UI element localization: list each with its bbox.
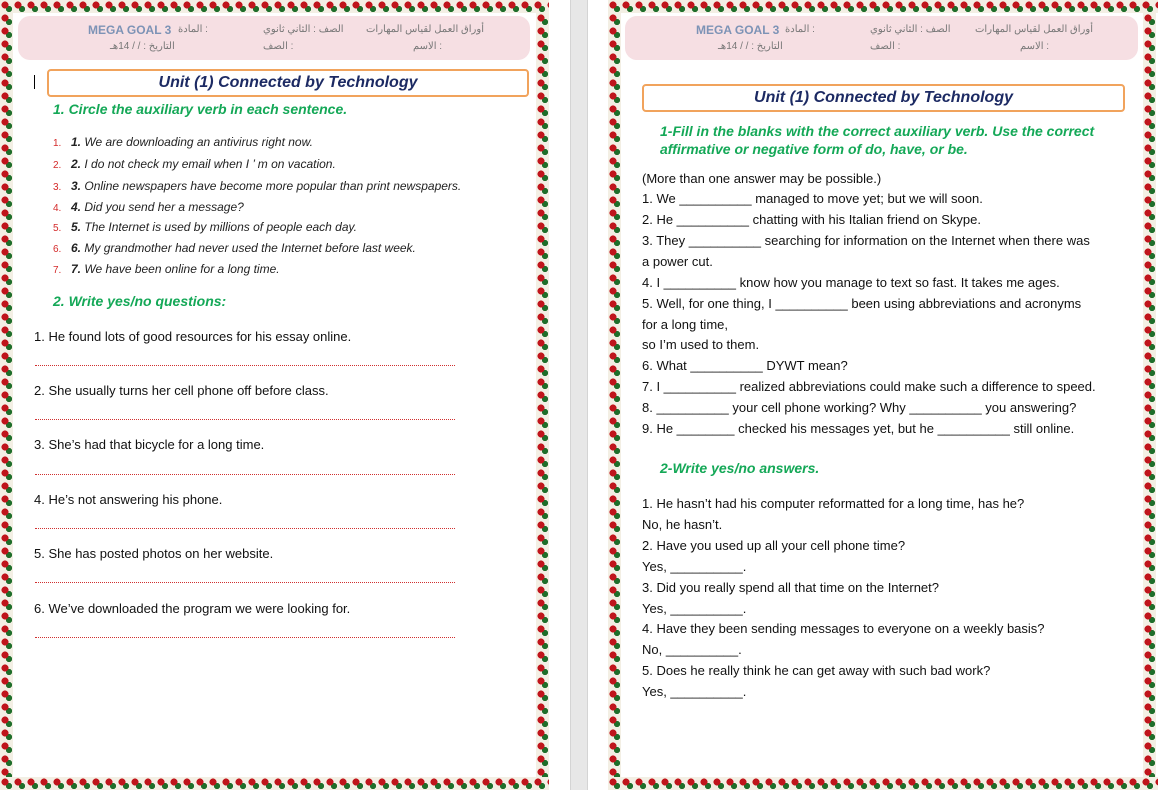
question-item: 3. She’s had that bicycle for a long time.: [34, 437, 265, 452]
bottom-border-decoration: [0, 777, 549, 790]
exercise-line: 6. What __________ DYWT mean?: [642, 358, 848, 373]
list-item: 7. 7. We have been online for a long time.: [53, 262, 280, 276]
header-subject: المادة :: [785, 24, 815, 35]
exercise-line: 5. Well, for one thing, I __________ been using abbreviations and acronyms: [642, 296, 1082, 311]
page-gap: [558, 0, 608, 790]
header-subject: المادة :: [178, 24, 208, 35]
unit-title: Unit (1) Connected by Technology: [47, 69, 529, 97]
text-cursor: [34, 75, 35, 89]
answer-line: 3. Did you really spend all that time on the Internet?: [642, 580, 940, 595]
exercise-1-title-line-1: 1-Fill in the blanks with the correct auxiliary verb. Use the correct: [660, 123, 1095, 139]
answer-line: [35, 582, 455, 583]
exercise-line: 7. I __________ realized abbreviations could make such a difference to speed.: [642, 379, 1096, 394]
header-course: MEGA GOAL 3: [88, 23, 172, 37]
answer-line: [35, 419, 455, 420]
header-title: أوراق العمل لقياس المهارات: [975, 24, 1093, 35]
question-item: 4. He’s not answering his phone.: [34, 492, 223, 507]
right-border-decoration: [536, 0, 549, 790]
answer-line: [35, 474, 455, 475]
answer-line: Yes, __________.: [642, 559, 747, 574]
exercise-2-title: 2. Write yes/no questions:: [53, 293, 227, 309]
exercise-line: 3. They __________ searching for information on the Internet when there was: [642, 233, 1090, 248]
question-item: 2. She usually turns her cell phone off before class.: [34, 383, 329, 398]
list-item: 1. 1. We are downloading an antivirus right now.: [53, 135, 313, 149]
list-item: 2. 2. I do not check my email when I ’ m on vacation.: [53, 157, 336, 171]
left-border-decoration: [608, 0, 621, 790]
exercise-line: 2. He __________ chatting with his Italian friend on Skype.: [642, 212, 981, 227]
answer-line: [35, 637, 455, 638]
header-title: أوراق العمل لقياس المهارات: [366, 24, 484, 35]
question-item: 1. He found lots of good resources for his essay online.: [34, 329, 352, 344]
list-item: 3. 3. Online newspapers have become more popular than print newspapers.: [53, 179, 462, 193]
worksheet-header: [625, 16, 1138, 60]
list-item: 5. 5. The Internet is used by millions of people each day.: [53, 220, 357, 234]
exercise-line: 4. I __________ know how you manage to text so fast. It takes me ages.: [642, 275, 1060, 290]
right-page: [608, 0, 1158, 790]
header-date: التاريخ : / / 14هـ: [110, 41, 175, 52]
exercise-line: 1. We __________ managed to move yet; but we will soon.: [642, 191, 983, 206]
header-grade: الصف : الثاني ثانوي: [263, 24, 344, 35]
exercise-line: 8. __________ your cell phone working? Why __________ you answering?: [642, 400, 1077, 415]
exercise-line: for a long time,: [642, 317, 728, 332]
list-item: 4. 4. Did you send her a message?: [53, 200, 244, 214]
header-class: الصف :: [263, 41, 294, 52]
left-page: [0, 0, 558, 790]
answer-line: 1. He hasn’t had his computer reformatted for a long time, has he?: [642, 496, 1025, 511]
answer-line: Yes, __________.: [642, 601, 747, 616]
answer-line: 4. Have they been sending messages to everyone on a weekly basis?: [642, 621, 1045, 636]
exercise-line: so I’m used to them.: [642, 337, 760, 352]
list-item: 6. 6. My grandmother had never used the Internet before last week.: [53, 241, 416, 255]
answer-line: 2. Have you used up all your cell phone time?: [642, 538, 906, 553]
header-name: الاسم :: [413, 41, 443, 52]
question-item: 6. We’ve downloaded the program we were looking for.: [34, 601, 351, 616]
exercise-1-title: 1. Circle the auxiliary verb in each sentence.: [53, 101, 348, 117]
unit-title: Unit (1) Connected by Technology: [642, 84, 1125, 112]
answer-line: Yes, __________.: [642, 684, 747, 699]
exercise-line: (More than one answer may be possible.): [642, 171, 882, 186]
answer-line: No, he hasn’t.: [642, 517, 723, 532]
answer-line: 5. Does he really think he can get away with such bad work?: [642, 663, 991, 678]
answer-line: No, __________.: [642, 642, 742, 657]
answer-line: [35, 528, 455, 529]
question-item: 5. She has posted photos on her website.: [34, 546, 274, 561]
header-name: الاسم :: [1020, 41, 1050, 52]
right-border-decoration: [1143, 0, 1156, 790]
exercise-line: 9. He ________ checked his messages yet, but he __________ still online.: [642, 421, 1075, 436]
header-class: الصف :: [870, 41, 901, 52]
answer-line: [35, 365, 455, 366]
document-scrollbar[interactable]: [570, 0, 588, 790]
exercise-1-title-line-2: affirmative or negative form of do, have, or be.: [660, 141, 968, 157]
top-border-decoration: [0, 0, 549, 13]
header-date: التاريخ : / / 14هـ: [718, 41, 783, 52]
bottom-border-decoration: [608, 777, 1158, 790]
exercise-2-title: 2-Write yes/no answers.: [660, 460, 820, 476]
top-border-decoration: [608, 0, 1158, 13]
left-border-decoration: [0, 0, 13, 790]
header-grade: الصف : الثاني ثانوي: [870, 24, 951, 35]
exercise-line: a power cut.: [642, 254, 713, 269]
worksheet-header: [18, 16, 530, 60]
header-course: MEGA GOAL 3: [696, 23, 780, 37]
